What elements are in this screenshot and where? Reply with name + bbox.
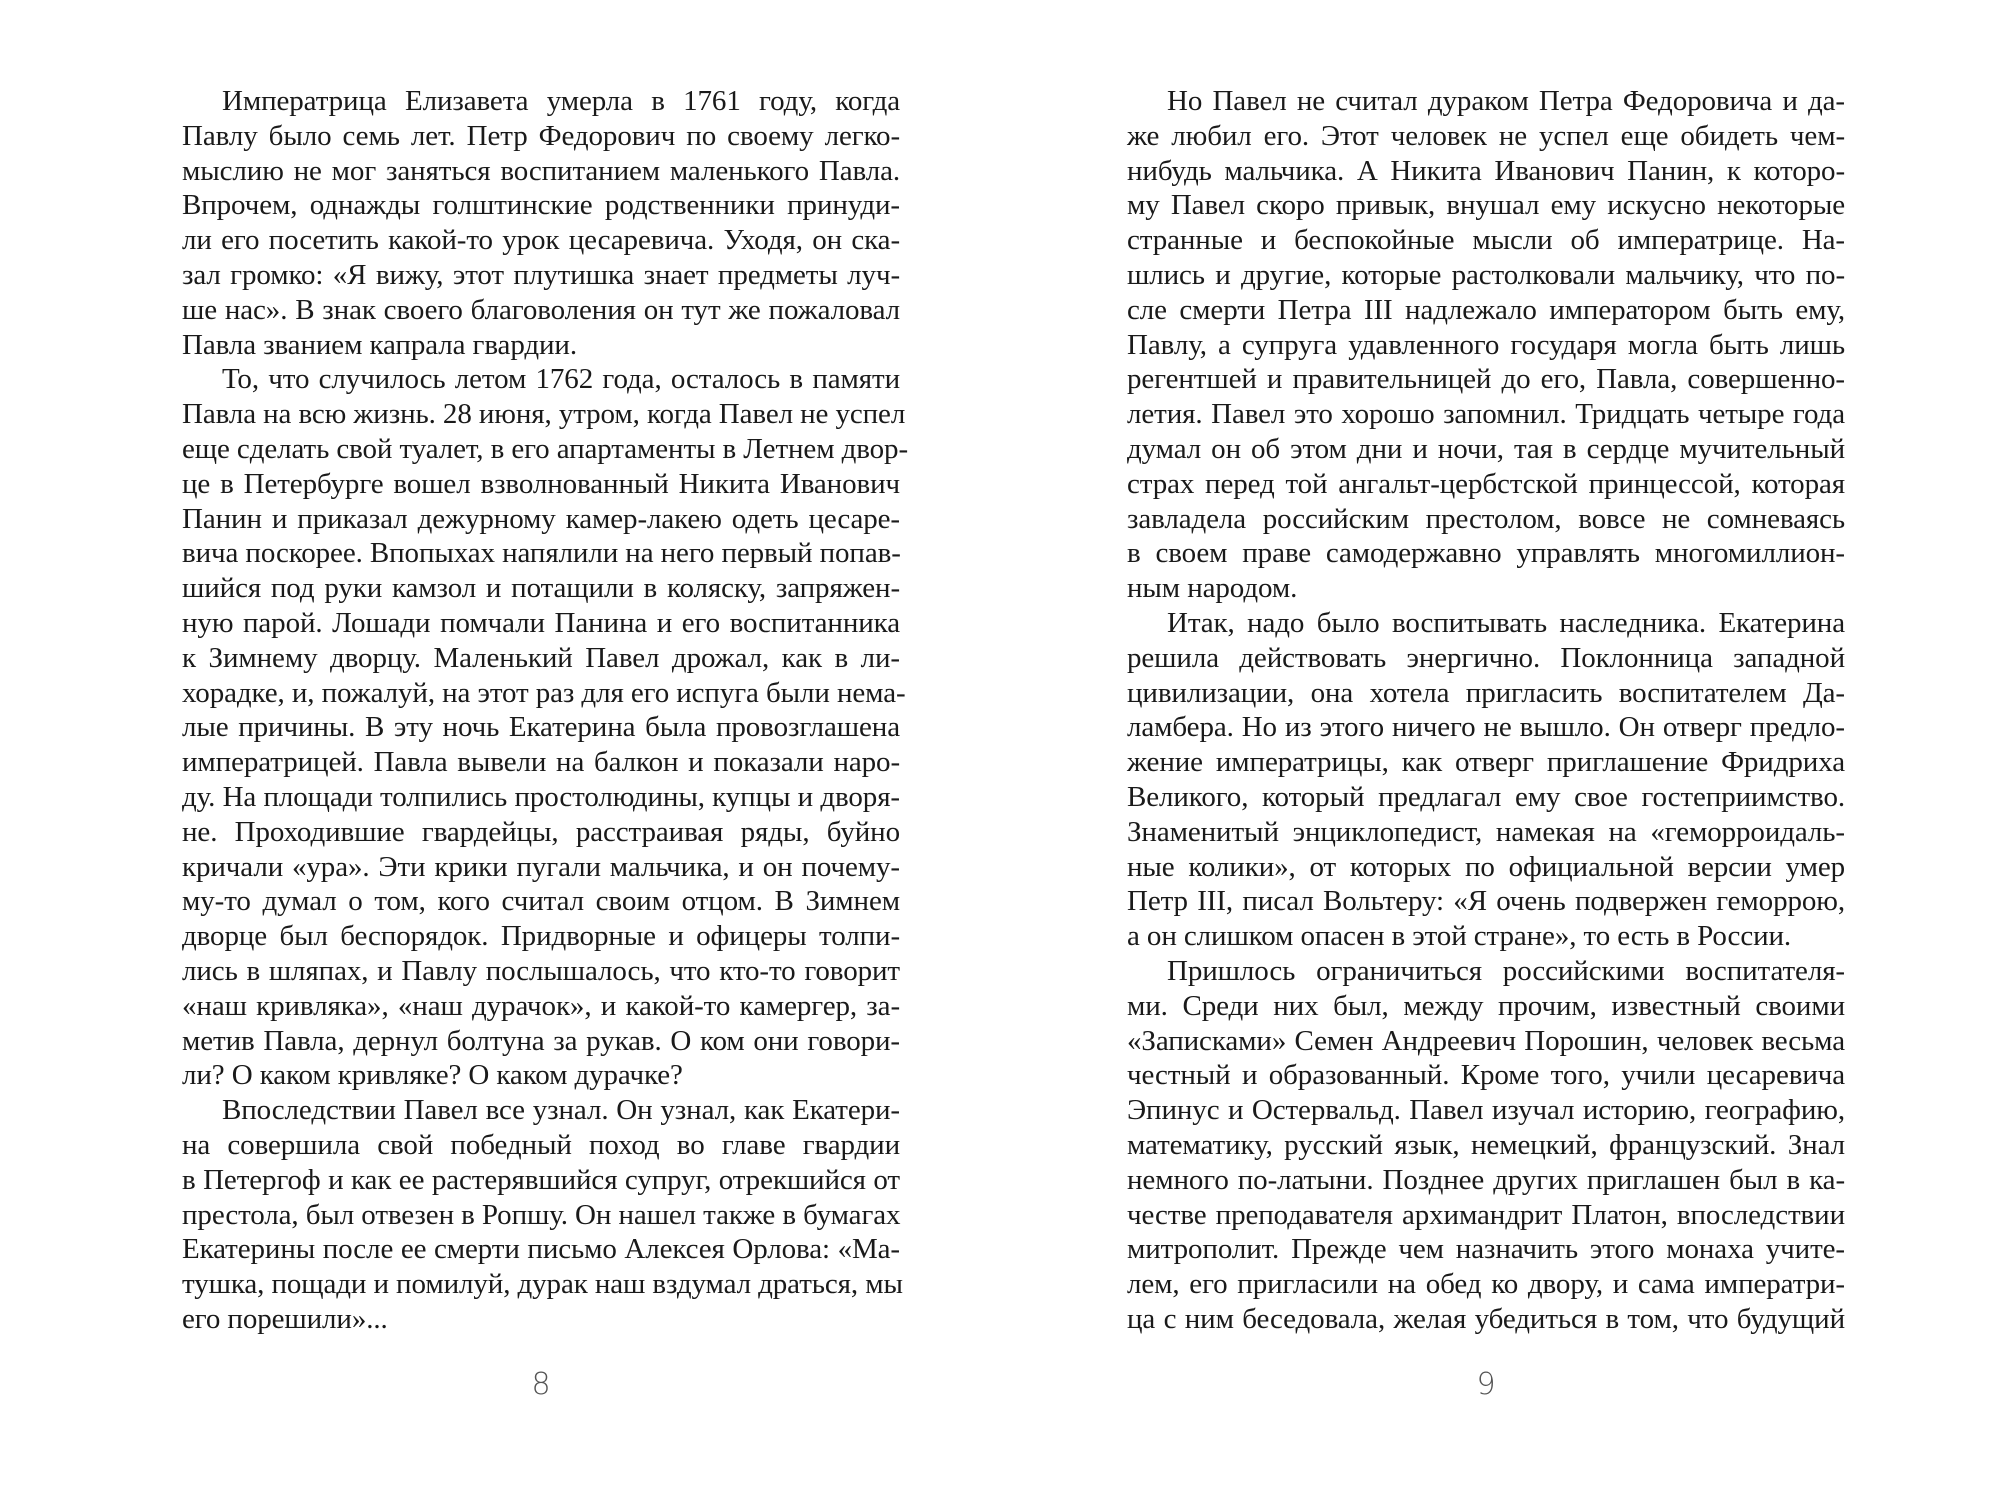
text-line: еще сделать свой туалет, в его апартаменты в Летнем двор- bbox=[182, 432, 909, 465]
text-line: То, что случилось летом 1762 года, осталось в памяти bbox=[222, 363, 900, 396]
text-line: хорадке, и, пожалуй, на этот раз для его испуга были нема- bbox=[182, 676, 906, 709]
left-page-number: 8 bbox=[531, 1367, 551, 1402]
text-line: в Петергоф и как ее растерявшийся супруг, отрекшийся от bbox=[182, 1163, 900, 1196]
text-line: Впоследствии Павел все узнал. Он узнал, как Екатери- bbox=[222, 1094, 900, 1127]
text-line: ми. Среди них был, между прочим, известный своими bbox=[1127, 989, 1845, 1022]
text-line: кричали «ура». Эти крики пугали мальчика, и он почему- bbox=[182, 850, 900, 883]
text-line: ли его посетить какой-то урок цесаревича. Уходя, он ска- bbox=[182, 224, 900, 257]
text-line: ным народом. bbox=[1127, 572, 1298, 605]
text-line: же любил его. Этот человек не успел еще обидеть чем- bbox=[1127, 119, 1845, 152]
text-line: ную парой. Лошади помчали Панина и его воспитанника bbox=[182, 606, 900, 639]
text-line: его порешили»... bbox=[182, 1302, 388, 1335]
text-line: Панин и приказал дежурному камер-лакею одеть цесаре- bbox=[182, 502, 900, 535]
text-line: а он слишком опасен в этой стране», то есть в России. bbox=[1127, 920, 1792, 953]
text-line: тушка, пощади и помилуй, дурак наш вздумал драться, мы bbox=[182, 1268, 903, 1301]
text-line: Петр III, писал Вольтеру: «Я очень подвержен геморрою, bbox=[1127, 885, 1845, 918]
text-line: метив Павла, дернул болтуна за рукав. О ком они говори- bbox=[182, 1024, 900, 1057]
text-line: зал громко: «Я вижу, этот плутишка знает предметы луч- bbox=[182, 258, 900, 291]
right-page bbox=[1127, 84, 1845, 1464]
text-line: Эпинус и Остервальд. Павел изучал историю, географию, bbox=[1127, 1094, 1845, 1127]
text-line: Впрочем, однажды голштинские родственники принуди- bbox=[182, 189, 900, 222]
right-page-text bbox=[1127, 84, 1845, 1337]
text-line: честный и образованный. Кроме того, учили цесаревича bbox=[1127, 1059, 1845, 1092]
text-line: лые причины. В эту ночь Екатерина была провозглашена bbox=[182, 711, 900, 744]
text-line: мыслию не мог заняться воспитанием маленького Павла. bbox=[182, 154, 900, 187]
text-line: цивилизации, она хотела пригласить воспитателем Да- bbox=[1127, 676, 1845, 709]
text-line: лись в шляпах, и Павлу послышалось, что кто-то говорит bbox=[182, 954, 900, 987]
left-page bbox=[182, 84, 909, 1464]
text-line: ламбера. Но из этого ничего не вышло. Он отверг предло- bbox=[1127, 711, 1845, 744]
text-line: честве преподавателя архимандрит Платон, впоследствии bbox=[1127, 1198, 1845, 1231]
text-line: на совершила свой победный поход во главе гвардии bbox=[182, 1128, 900, 1161]
text-line: Но Павел не считал дураком Петра Федоровича и да- bbox=[1167, 85, 1845, 117]
text-line: лем, его пригласили на обед ко двору, и сама императри- bbox=[1127, 1268, 1845, 1301]
text-line: дворце был беспорядок. Придворные и офицеры толпи- bbox=[182, 920, 900, 953]
text-line: му Павел скоро привык, внушал ему искусно некоторые bbox=[1127, 189, 1845, 222]
text-line: Екатерины после ее смерти письмо Алексея Орлова: «Ма- bbox=[182, 1233, 900, 1266]
text-line: ца с ним беседовала, желая убедиться в том, что будущий bbox=[1127, 1302, 1845, 1335]
text-line: решила действовать энергично. Поклонница западной bbox=[1127, 641, 1845, 674]
text-line: ные колики», от которых по официальной версии умер bbox=[1127, 850, 1845, 883]
text-line: «Записками» Семен Андреевич Порошин, человек весьма bbox=[1127, 1024, 1845, 1057]
text-line: к Зимнему дворцу. Маленький Павел дрожал, как в ли- bbox=[182, 641, 900, 674]
text-line: це в Петербурге вошел взволнованный Никита Иванович bbox=[182, 467, 900, 500]
text-line: летия. Павел это хорошо запомнил. Тридцать четыре года bbox=[1127, 398, 1845, 431]
text-line: императрицей. Павла вывели на балкон и показали наро- bbox=[182, 746, 900, 779]
text-line: ду. На площади толпились простолюдины, купцы и дворя- bbox=[182, 780, 900, 813]
text-line: математику, русский язык, немецкий, французский. Знал bbox=[1127, 1128, 1845, 1161]
text-line: вича поскорее. Впопыхах напялили на него первый попав- bbox=[182, 537, 901, 570]
text-line: Знаменитый энциклопедист, намекая на «геморроидаль- bbox=[1127, 815, 1845, 848]
text-line: Пришлось ограничиться российскими воспитателя- bbox=[1167, 954, 1845, 987]
text-line: Павлу, а супруга удавленного государя могла быть лишь bbox=[1127, 328, 1845, 361]
text-line: ше нас». В знак своего благоволения он тут же пожаловал bbox=[182, 293, 900, 326]
text-line: «наш кривляка», «наш дурачок», и какой-то камергер, за- bbox=[182, 989, 900, 1022]
text-line: завладела российским престолом, вовсе не сомневаясь bbox=[1127, 502, 1845, 535]
text-line: Павла на всю жизнь. 28 июня, утром, когда Павел не успел bbox=[182, 398, 906, 431]
text-line: Павлу было семь лет. Петр Федорович по своему легко- bbox=[182, 119, 900, 152]
text-line: престола, был отвезен в Ропшу. Он нашел также в бумагах bbox=[182, 1198, 901, 1231]
text-line: не. Проходившие гвардейцы, расстраивая ряды, буйно bbox=[182, 815, 900, 848]
text-line: Павла званием капрала гвардии. bbox=[182, 328, 577, 361]
text-line: в своем праве самодержавно управлять многомиллион- bbox=[1127, 537, 1845, 570]
text-line: страх перед той ангальт-цербстской принцессой, которая bbox=[1127, 467, 1845, 500]
text-line: немного по-латыни. Позднее других приглашен был в ка- bbox=[1127, 1163, 1845, 1196]
right-page-number: 9 bbox=[1476, 1367, 1496, 1402]
text-line: шийся под руки камзол и потащили в коляску, запряжен- bbox=[182, 572, 900, 605]
text-line: му-то думал о том, кого считал своим отцом. В Зимнем bbox=[182, 885, 900, 918]
text-line: странные и беспокойные мысли об императрице. На- bbox=[1127, 224, 1845, 257]
text-line: сле смерти Петра III надлежало императором быть ему, bbox=[1127, 293, 1845, 326]
left-page-text bbox=[182, 84, 909, 1337]
text-line: Итак, надо было воспитывать наследника. Екатерина bbox=[1167, 606, 1845, 639]
text-line: шлись и другие, которые растолковали мальчику, что по- bbox=[1127, 258, 1845, 291]
text-line: Императрица Елизавета умерла в 1761 году, когда bbox=[222, 85, 900, 117]
text-line: жение императрицы, как отверг приглашение Фридриха bbox=[1127, 746, 1845, 779]
text-line: нибудь мальчика. А Никита Иванович Панин, к которо- bbox=[1127, 154, 1845, 187]
text-line: Великого, который предлагал ему свое гостеприимство. bbox=[1127, 780, 1845, 813]
text-line: ли? О каком кривляке? О каком дурачке? bbox=[182, 1059, 683, 1092]
text-line: регентшей и правительницей до его, Павла, совершенно- bbox=[1127, 363, 1845, 396]
text-line: думал он об этом дни и ночи, тая в сердце мучительный bbox=[1127, 432, 1845, 465]
text-line: митрополит. Прежде чем назначить этого монаха учите- bbox=[1127, 1233, 1845, 1266]
